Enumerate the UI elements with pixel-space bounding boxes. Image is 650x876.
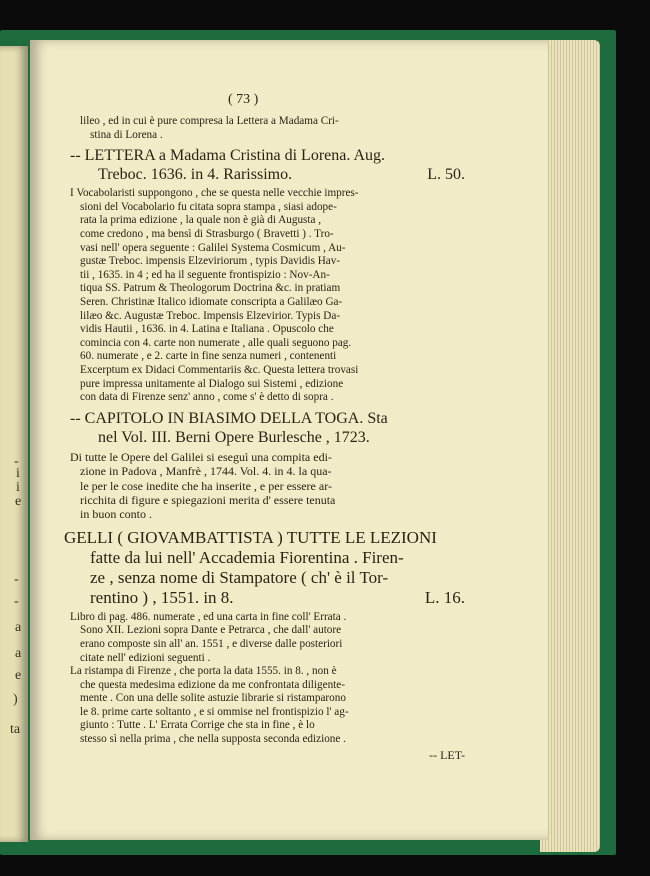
intro-paragraph bbox=[70, 115, 465, 142]
left-page-glyph: - bbox=[14, 454, 19, 469]
heading-price-row bbox=[70, 165, 465, 184]
book-page bbox=[30, 40, 548, 840]
left-page-glyph: a bbox=[15, 646, 22, 661]
heading-price-row bbox=[70, 588, 465, 608]
text-line: stesso sì nella prima , che nella supposta seconda edizione . bbox=[80, 733, 346, 746]
gelli-note-1 bbox=[70, 611, 465, 665]
page-number: ( 73 ) bbox=[228, 92, 259, 107]
text-line: comincia con 4. carte non numerate , alle quali seguono pag. bbox=[80, 336, 352, 349]
heading-line: GELLI ( GIOVAMBATTISTA ) TUTTE LE LEZIONI bbox=[64, 527, 437, 547]
left-page-glyph: e bbox=[15, 494, 22, 509]
left-page-glyph: a bbox=[15, 620, 22, 635]
left-page-glyph: ta bbox=[10, 722, 21, 737]
text-line: mente . Con una delle solite astuzie librarie si ristamparono bbox=[80, 692, 346, 705]
text-line: Sono XII. Lezioni sopra Dante e Petrarca , che dall' autore bbox=[80, 624, 342, 637]
left-page-fragment bbox=[0, 46, 28, 842]
text-line: Di tutte le Opere del Galilei si eseguì una compita edi- bbox=[70, 449, 332, 464]
text-line: lileo , ed in cui è pure compresa la Lettera a Madama Cri- bbox=[80, 115, 339, 127]
entry-heading-gelli bbox=[64, 527, 465, 608]
text-line: vasi nell' opera seguente : Galilei Systema Cosmicum , Au- bbox=[80, 241, 346, 254]
text-line: I Vocabolaristi suppongono , che se questa nelle vecchie impres- bbox=[70, 187, 359, 200]
left-page-glyph: i bbox=[16, 480, 20, 495]
heading-line: Treboc. 1636. in 4. Rarissimo. bbox=[98, 166, 293, 184]
catchword: -- LET- bbox=[429, 747, 465, 762]
text-line: tii , 1635. in 4 ; ed ha il seguente frontispizio : Nov-An- bbox=[80, 268, 330, 281]
lettera-note bbox=[70, 187, 465, 405]
text-line: rata la prima edizione , la quale non è già di Augusta , bbox=[80, 214, 322, 227]
page-edges bbox=[540, 40, 600, 852]
text-line: in buon conto . bbox=[80, 507, 152, 522]
price: L. 50. bbox=[427, 166, 465, 184]
text-line: Libro di pag. 486. numerate , ed una carta in fine coll' Errata . bbox=[70, 610, 347, 623]
text-line: come credono , ma bensì di Strasburgo ( Bravetti ) . Tro- bbox=[80, 227, 334, 240]
heading-line: fatte da lui nell' Accademia Fiorentina . Firen- bbox=[90, 547, 404, 567]
left-page-glyph: i bbox=[16, 466, 20, 481]
text-line: stina di Lorena . bbox=[90, 128, 163, 141]
capitolo-note bbox=[70, 450, 465, 522]
text-line: Seren. Christinæ Italico idiomate conscripta a Galilæo Ga- bbox=[80, 295, 343, 308]
text-line: La ristampa di Firenze , che porta la data 1555. in 8. , non è bbox=[70, 665, 337, 678]
page-text bbox=[64, 115, 465, 763]
text-line: giunto : Tutte . L' Errata Corrige che sta in fine , è lo bbox=[80, 719, 315, 732]
gelli-note-2 bbox=[70, 665, 465, 747]
price: L. 16. bbox=[424, 587, 465, 607]
text-line: Excerptum ex Didaci Commentariis &c. Questa lettera trovasi bbox=[80, 363, 359, 376]
text-line: citate nell' edizioni seguenti . bbox=[80, 651, 211, 664]
text-line: che questa medesima edizione da me confrontata diligente- bbox=[80, 678, 345, 691]
heading-line: rentino ) , 1551. in 8. bbox=[90, 587, 234, 607]
text-line: con data di Firenze senz' anno , come s' è detto di sopra . bbox=[80, 391, 334, 404]
text-line: ricchita di figure e spiegazioni merita d' essere tenuta bbox=[80, 492, 336, 507]
left-page-glyph: - bbox=[14, 572, 19, 587]
text-line: le 8. prime carte soltanto , e si ommise nel frontispizio l' ag- bbox=[80, 705, 349, 718]
text-line: pure impressa unitamente al Dialogo sui Sistemi , edizione bbox=[80, 377, 344, 390]
text-line: 60. numerate , e 2. carte in fine senza numeri , contenenti bbox=[80, 350, 337, 363]
left-page-glyph: ) bbox=[13, 692, 18, 707]
left-page-glyph: e bbox=[15, 668, 22, 683]
text-line: sioni del Vocabolario fu citata sopra stampa , siasi adope- bbox=[80, 200, 337, 213]
text-line: le per le cose inedite che ha inserite , e per essere ar- bbox=[80, 478, 332, 493]
entry-heading-lettera bbox=[70, 146, 465, 184]
text-line: lilæo &c. Augustæ Treboc. Impensis Elzevirior. Typis Da- bbox=[80, 309, 341, 322]
heading-line: nel Vol. III. Berni Opere Burlesche , 1723. bbox=[98, 428, 370, 446]
heading-line: ze , senza nome di Stampatore ( ch' è il Tor- bbox=[90, 567, 389, 587]
heading-line: -- CAPITOLO IN BIASIMO DELLA TOGA. Sta bbox=[70, 409, 388, 427]
left-page-glyph: - bbox=[14, 594, 19, 609]
text-line: vidis Hautii , 1636. in 4. Latina e Italiana . Opuscolo che bbox=[80, 323, 334, 336]
heading-line: -- LETTERA a Madama Cristina di Lorena. Aug. bbox=[70, 147, 386, 165]
text-line: zione in Padova , Manfrè , 1744. Vol. 4. in 4. la qua- bbox=[80, 464, 332, 479]
text-line: gustæ Treboc. impensis Elzeviriorum , typis Davidis Hav- bbox=[80, 255, 341, 268]
entry-heading-capitolo bbox=[70, 409, 465, 447]
text-line: erano composte sin all' an. 1551 , e diverse dalle posteriori bbox=[80, 637, 343, 650]
text-line: tiqua SS. Patrum & Theologorum Doctrina &c. in pratiam bbox=[80, 282, 341, 295]
